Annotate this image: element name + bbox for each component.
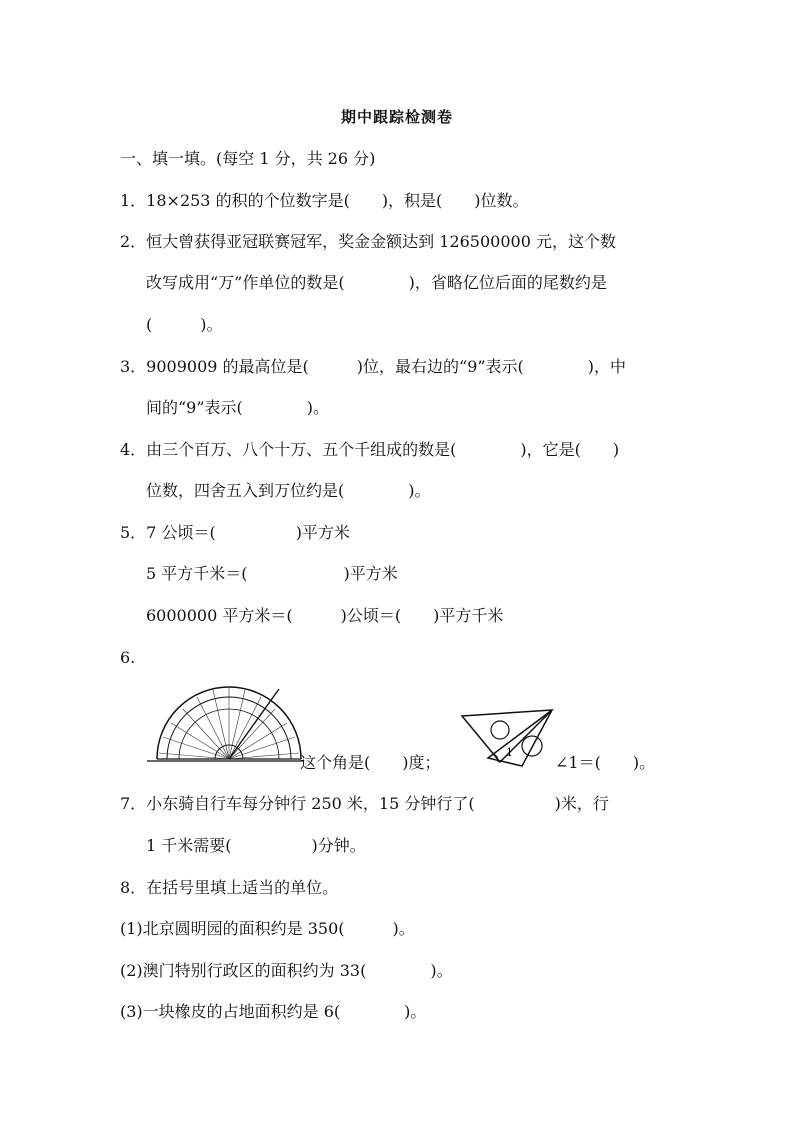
question-8-item-3: (3)一块橡皮的占地面积约是 6( )。 — [120, 1002, 427, 1021]
question-2-line2: 改写成用“万”作单位的数是( )，省略亿位后面的尾数约是 — [146, 273, 607, 292]
question-6-label: 6. — [120, 648, 136, 667]
question-3-line1: 3．9009009 的最高位是( )位，最右边的“9”表示( )，中 — [120, 357, 627, 376]
angle-1-label: 1 — [506, 746, 513, 759]
question-5-line3: 6000000 平方米＝( )公顷＝( )平方千米 — [146, 606, 504, 625]
question-4-line2: 位数，四舍五入到万位约是( )。 — [146, 481, 431, 500]
question-2-line1: 2．恒大曾获得亚冠联赛冠军，奖金金额达到 126500000 元，这个数 — [120, 232, 616, 251]
section-heading: 一、填一填。(每空 1 分，共 26 分) — [120, 149, 376, 168]
question-5-line1: 5．7 公顷＝( )平方米 — [120, 523, 350, 542]
question-2-line3: ( )。 — [146, 315, 223, 334]
triangle-ruler-figure — [460, 708, 556, 768]
page-title: 期中跟踪检测卷 — [340, 108, 453, 126]
question-6-angle1-text: ∠1＝( )。 — [555, 753, 656, 772]
question-7-line1: 7．小东骑自行车每分钟行 250 米，15 分钟行了( )米，行 — [120, 794, 609, 813]
protractor-figure — [145, 683, 305, 768]
question-3-line2: 间的“9”表示( )。 — [146, 398, 330, 417]
question-4-line1: 4．由三个百万、八个十万、五个千组成的数是( )，它是( ) — [120, 440, 620, 459]
question-5-line2: 5 平方千米＝( )平方米 — [146, 564, 398, 583]
question-7-line2: 1 千米需要( )分钟。 — [146, 836, 366, 855]
question-8-item-2: (2)澳门特别行政区的面积约为 33( )。 — [120, 961, 453, 980]
question-8-heading: 8．在括号里填上适当的单位。 — [120, 878, 339, 897]
question-1: 1．18×253 的积的个位数字是( )，积是( )位数。 — [120, 191, 529, 210]
question-8-item-1: (1)北京圆明园的面积约是 350( )。 — [120, 919, 415, 938]
question-6-angle-text: 这个角是( )度； — [300, 753, 441, 772]
